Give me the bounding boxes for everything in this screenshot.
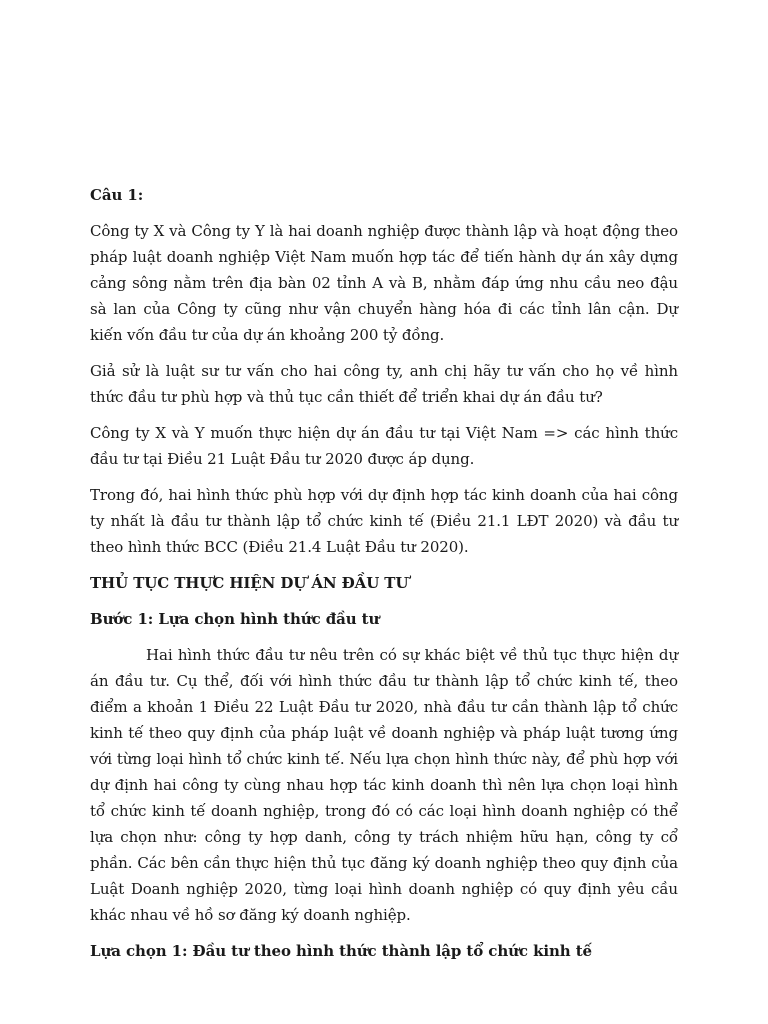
paragraph-step-1-detail: Hai hình thức đầu tư nêu trên có sự khác biệt về thủ tục thực hiện dự án đầu tư. Cụ thể, đối với hình thức đầu tư thành lập tổ chức kinh tế, theo điểm a khoản 1 Điều 22 Luật Đầu tư 2020, nhà đầu tư cần thành lập tổ chức kinh tế theo quy định của pháp luật về doanh nghiệp và pháp luật tương ứng với từng loại hình tổ chức kinh tế. Nếu lựa chọn hình thức này, để phù hợp với dự định hai công ty cùng nhau hợp tác kinh doanh thì nên lựa chọn loại hình tổ chức kinh tế doanh nghiệp, trong đó có các loại hình doanh nghiệp có thể lựa chọn như: công ty hợp danh, công ty trách nhiệm hữu hạn, công ty cổ phần. Các bên cần thực hiện thủ tục đăng ký doanh nghiệp theo quy định của Luật Doanh nghiệp 2020, từng loại hình doanh nghiệp có quy định yêu cầu khác nhau về hồ sơ đăng ký doanh nghiệp. <box>90 646 678 924</box>
paragraph-question: Giả sử là luật sư tư vấn cho hai công ty, anh chị hãy tư vấn cho họ về hình thức đầu tư phù hợp và thủ tục cần thiết để triển khai dự án đầu tư? <box>90 362 678 406</box>
document-body <box>90 182 678 974</box>
section-heading: THỦ TỤC THỰC HIỆN DỰ ÁN ĐẦU TƯ <box>90 574 409 592</box>
paragraph-scenario: Công ty X và Công ty Y là hai doanh nghiệp được thành lập và hoạt động theo pháp luật doanh nghiệp Việt Nam muốn hợp tác để tiến hành dự án xây dựng cảng sông nằm trên địa bàn 02 tỉnh A và B, nhằm đáp ứng nhu cầu neo đậu sà lan của Công ty cũng như vận chuyển hàng hóa đi các tỉnh lân cận. Dự kiến vốn đầu tư của dự án khoảng 200 tỷ đồng. <box>90 222 678 344</box>
paragraph-suitable-forms: Trong đó, hai hình thức phù hợp với dự định hợp tác kinh doanh của hai công ty nhất là đầu tư thành lập tổ chức kinh tế (Điều 21.1 LĐT 2020) và đầu tư theo hình thức BCC (Điều 21.4 Luật Đầu tư 2020). <box>90 486 678 556</box>
paragraph-investment-forms: Công ty X và Y muốn thực hiện dự án đầu tư tại Việt Nam => các hình thức đầu tư tại Điều 21 Luật Đầu tư 2020 được áp dụng. <box>90 424 678 468</box>
question-title: Câu 1: <box>90 186 144 204</box>
step-1-heading: Bước 1: Lựa chọn hình thức đầu tư <box>90 610 380 628</box>
option-1-heading: Lựa chọn 1: Đầu tư theo hình thức thành lập tổ chức kinh tế <box>90 942 592 960</box>
